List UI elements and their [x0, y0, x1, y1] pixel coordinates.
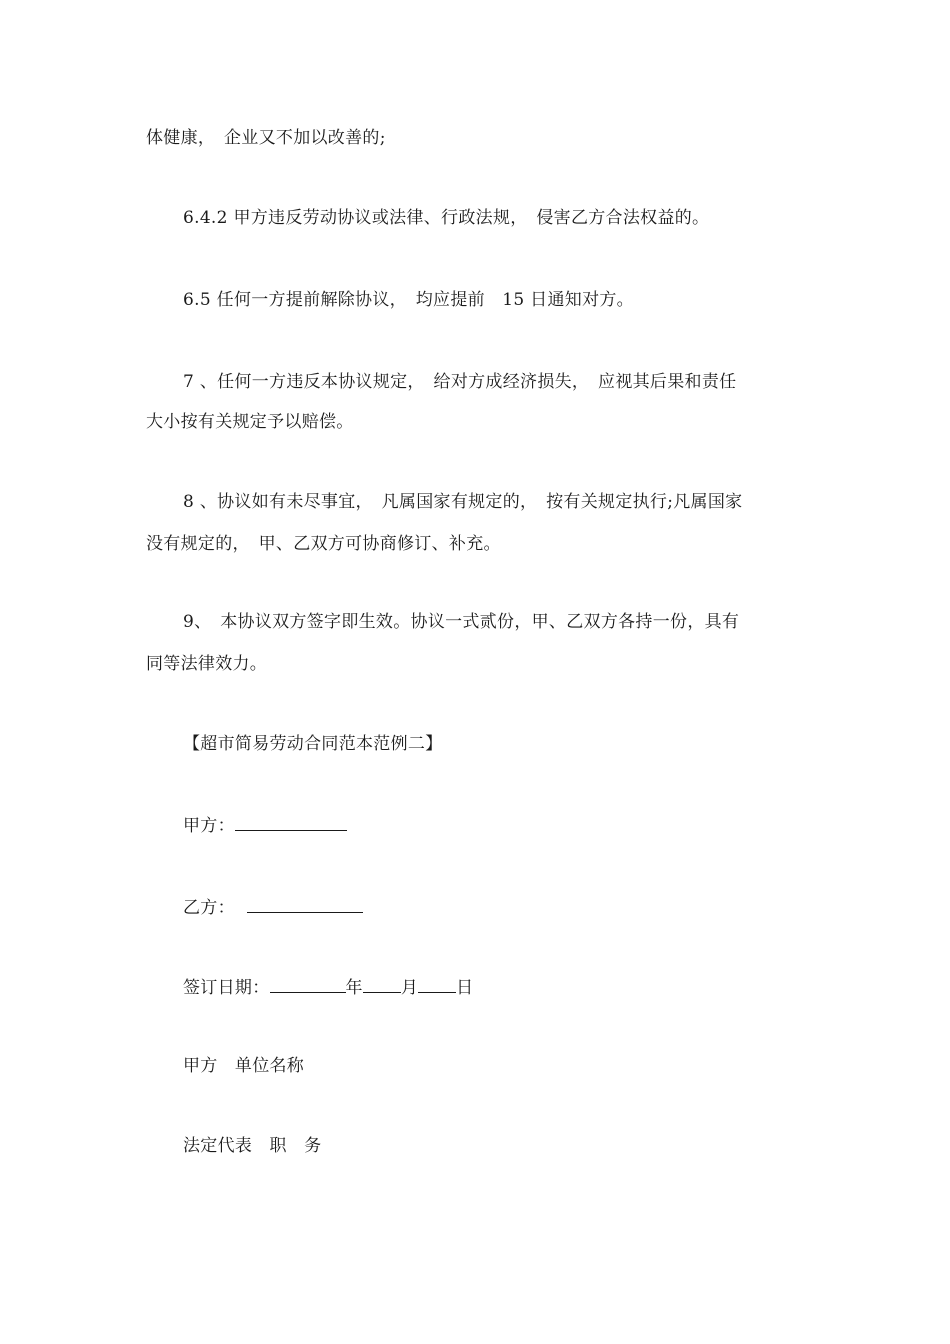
party-a-label: 甲方：	[183, 816, 235, 836]
clause-6-4-2: 6.4.2 甲方违反劳动协议或法律、行政法规， 侵害乙方合法权益的。	[183, 208, 710, 228]
month-blank	[363, 976, 401, 993]
party-a-row	[183, 814, 347, 836]
legal-rep-row: 法定代表 职 务	[183, 1136, 322, 1156]
section-title: 【超市简易劳动合同范本范例二】	[183, 734, 443, 754]
party-b-row	[183, 896, 363, 918]
day-label: 日	[456, 978, 474, 998]
clause-8-line-2: 没有规定的， 甲、乙双方可协商修订、补充。	[146, 534, 501, 554]
clause-7-line-2: 大小按有关规定予以赔偿。	[146, 412, 354, 432]
clause-9-line-1: 9、 本协议双方签字即生效。协议一式贰份，甲、乙双方各持一份，具有	[183, 612, 740, 632]
year-label: 年	[345, 978, 363, 998]
clause-7-line-1: 7 、任何一方违反本协议规定， 给对方成经济损失， 应视其后果和责任	[183, 372, 737, 392]
paragraph-line: 体健康， 企业又不加以改善的;	[146, 128, 386, 148]
month-label: 月	[400, 978, 419, 998]
clause-8-line-1: 8 、协议如有未尽事宜， 凡属国家有规定的， 按有关规定执行;凡属国家	[183, 492, 743, 512]
day-blank	[418, 976, 456, 993]
clause-6-5: 6.5 任何一方提前解除协议， 均应提前 15 日通知对方。	[183, 290, 634, 310]
clause-9-line-2: 同等法律效力。	[146, 654, 268, 674]
sign-date-label: 签订日期：	[183, 978, 270, 998]
party-b-label: 乙方：	[183, 898, 235, 918]
party-b-blank	[247, 896, 363, 913]
party-a-blank	[235, 814, 347, 831]
party-a-unit-row: 甲方 单位名称	[183, 1056, 305, 1076]
sign-date-row	[183, 976, 473, 998]
year-blank	[270, 976, 346, 993]
